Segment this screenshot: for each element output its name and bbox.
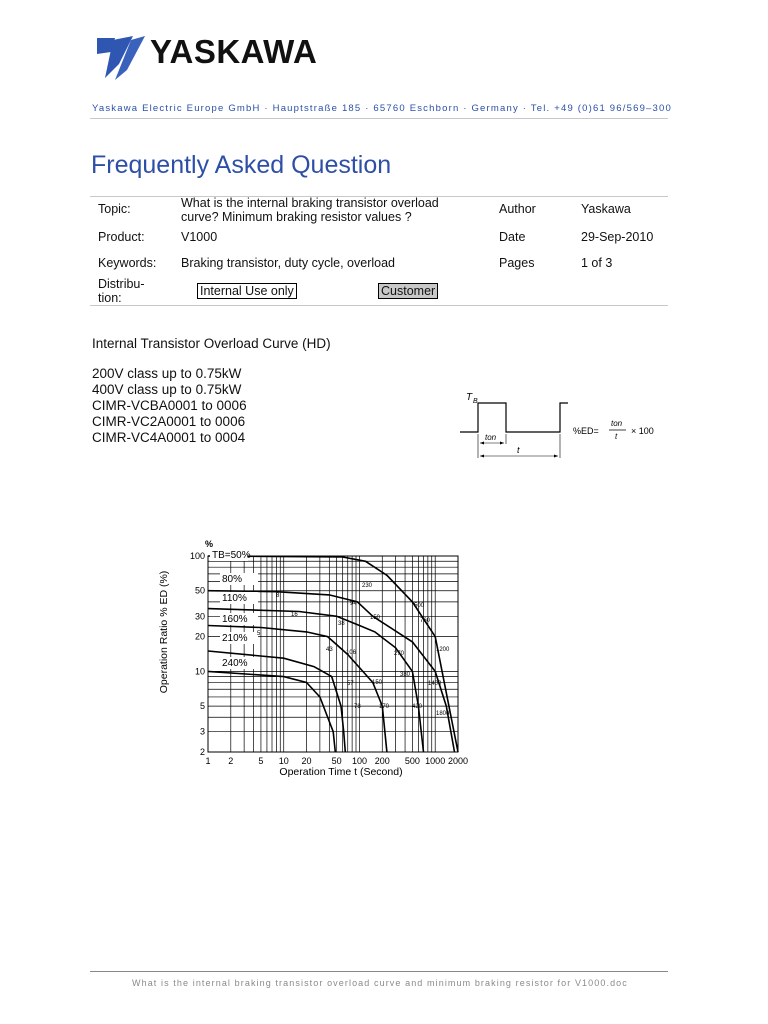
date-label: Date	[499, 230, 526, 244]
keywords-label: Keywords:	[98, 256, 157, 270]
formula-lhs: %ED=	[573, 426, 599, 436]
x-tick-label: 10	[278, 756, 289, 766]
x-tick-label: 200	[374, 756, 390, 766]
x-tick-label: 500	[404, 756, 420, 766]
tb-subscript: B	[473, 398, 478, 405]
footer-divider	[90, 971, 668, 972]
x-tick-label: 1	[205, 756, 211, 766]
ton-label: ton	[485, 433, 497, 442]
formula-denominator: t	[615, 432, 618, 441]
x-tick-label: 2	[228, 756, 234, 766]
curve-annotation: 760	[420, 618, 431, 624]
curve-annotation: 270	[394, 651, 405, 657]
curve-annotation: 78	[354, 704, 361, 710]
model-line: CIMR-VCBA0001 to 0006	[92, 398, 247, 413]
curve-annotation: 150	[372, 680, 383, 686]
model-line: 200V class up to 0.75kW	[92, 366, 242, 381]
pulse-waveform	[460, 403, 568, 432]
y-unit-label: %	[205, 539, 214, 549]
distribution-label-2: tion:	[98, 291, 122, 305]
date-value: 29-Sep-2010	[581, 230, 654, 244]
author-value: Yaskawa	[581, 202, 631, 216]
topic-line-2: curve? Minimum braking resistor values ?	[181, 210, 412, 224]
curve-annotation: 230	[362, 583, 373, 589]
series-label: TB=50%	[212, 550, 251, 561]
x-tick-label: 20	[301, 756, 312, 766]
y-tick-label: 5	[199, 701, 205, 712]
curve-annotation: 380	[400, 672, 411, 678]
series-label: 80%	[222, 574, 243, 585]
curve-annotation: 1400	[428, 681, 442, 687]
curve-annotation: 420	[412, 704, 423, 710]
y-axis-label: Operation Ratio % ED (%)	[158, 570, 170, 694]
series-label: 110%	[222, 593, 247, 604]
duty-cycle-diagram	[460, 386, 656, 466]
curve-annotation: 1800	[436, 711, 450, 717]
curve-annotation: 94	[350, 601, 357, 607]
distribution-label-1: Distribu-	[98, 277, 145, 291]
overload-curve-chart	[150, 530, 480, 790]
curve-annotation: 170	[379, 704, 390, 710]
curve-annotation: 5	[257, 631, 261, 637]
curve-annotation: 106	[346, 650, 357, 656]
curve-annotation: 43	[326, 647, 333, 653]
curve-annotation: 57	[347, 681, 354, 687]
model-line: CIMR-VC4A0001 to 0004	[92, 430, 246, 445]
company-address-line: Yaskawa Electric Europe GmbH · Hauptstraße 185 · 65760 Eschborn · Germany · Tel. +49 (0)61 96/569–300	[92, 103, 672, 114]
curve-annotation: 150	[370, 615, 381, 621]
curve-annotation: 500	[414, 603, 425, 609]
series-label: 210%	[222, 633, 248, 644]
y-tick-label: 30	[194, 611, 205, 622]
model-line: 400V class up to 0.75kW	[92, 382, 242, 397]
y-tick-label: 10	[194, 666, 205, 677]
model-line: CIMR-VC2A0001 to 0006	[92, 414, 246, 429]
series-curve	[208, 671, 335, 752]
brand-name: YASKAWA	[150, 33, 318, 70]
topic-line-1: What is the internal braking transistor overload	[181, 196, 439, 210]
y-tick-label: 20	[194, 631, 205, 642]
formula-tail: × 100	[631, 426, 654, 436]
series-label: 240%	[222, 658, 248, 669]
x-tick-label: 2000	[447, 756, 469, 766]
tb-label: T	[466, 392, 473, 403]
y-tick-label: 100	[189, 551, 205, 561]
y-tick-label: 2	[199, 747, 205, 757]
pages-label: Pages	[499, 256, 535, 270]
pages-value: 1 of 3	[581, 256, 613, 270]
header-divider	[90, 118, 668, 119]
y-tick-label: 50	[194, 585, 205, 596]
y-tick-label: 3	[199, 726, 205, 737]
section-heading: Internal Transistor Overload Curve (HD)	[92, 336, 331, 351]
author-label: Author	[499, 202, 536, 216]
page-title: Frequently Asked Question	[91, 151, 392, 179]
keywords-value: Braking transistor, duty cycle, overload	[181, 256, 395, 270]
x-tick-label: 50	[331, 756, 342, 766]
footer-filename: What is the internal braking transistor overload curve and minimum braking resistor for V1000.doc	[132, 978, 628, 988]
product-value: V1000	[181, 230, 218, 244]
curve-annotation: 16	[291, 612, 298, 618]
x-tick-label: 5	[258, 756, 264, 766]
series-label: 160%	[222, 614, 248, 625]
customer-option[interactable]: Customer	[378, 283, 438, 299]
x-tick-label: 1000	[425, 756, 446, 766]
formula-numerator: ton	[611, 419, 623, 428]
curve-annotation: 1200	[436, 647, 450, 653]
x-tick-label: 100	[351, 756, 367, 766]
table-bottom-border	[90, 305, 668, 306]
x-axis-label: Operation Time t (Second)	[279, 766, 403, 778]
curve-annotation: 8	[276, 593, 280, 599]
series-curve	[208, 609, 424, 752]
series-curve	[208, 626, 387, 753]
internal-use-option[interactable]: Internal Use only	[197, 283, 297, 299]
t-label: t	[517, 445, 520, 455]
curve-annotation: 38	[338, 621, 345, 627]
topic-label: Topic:	[98, 202, 131, 216]
product-label: Product:	[98, 230, 145, 244]
